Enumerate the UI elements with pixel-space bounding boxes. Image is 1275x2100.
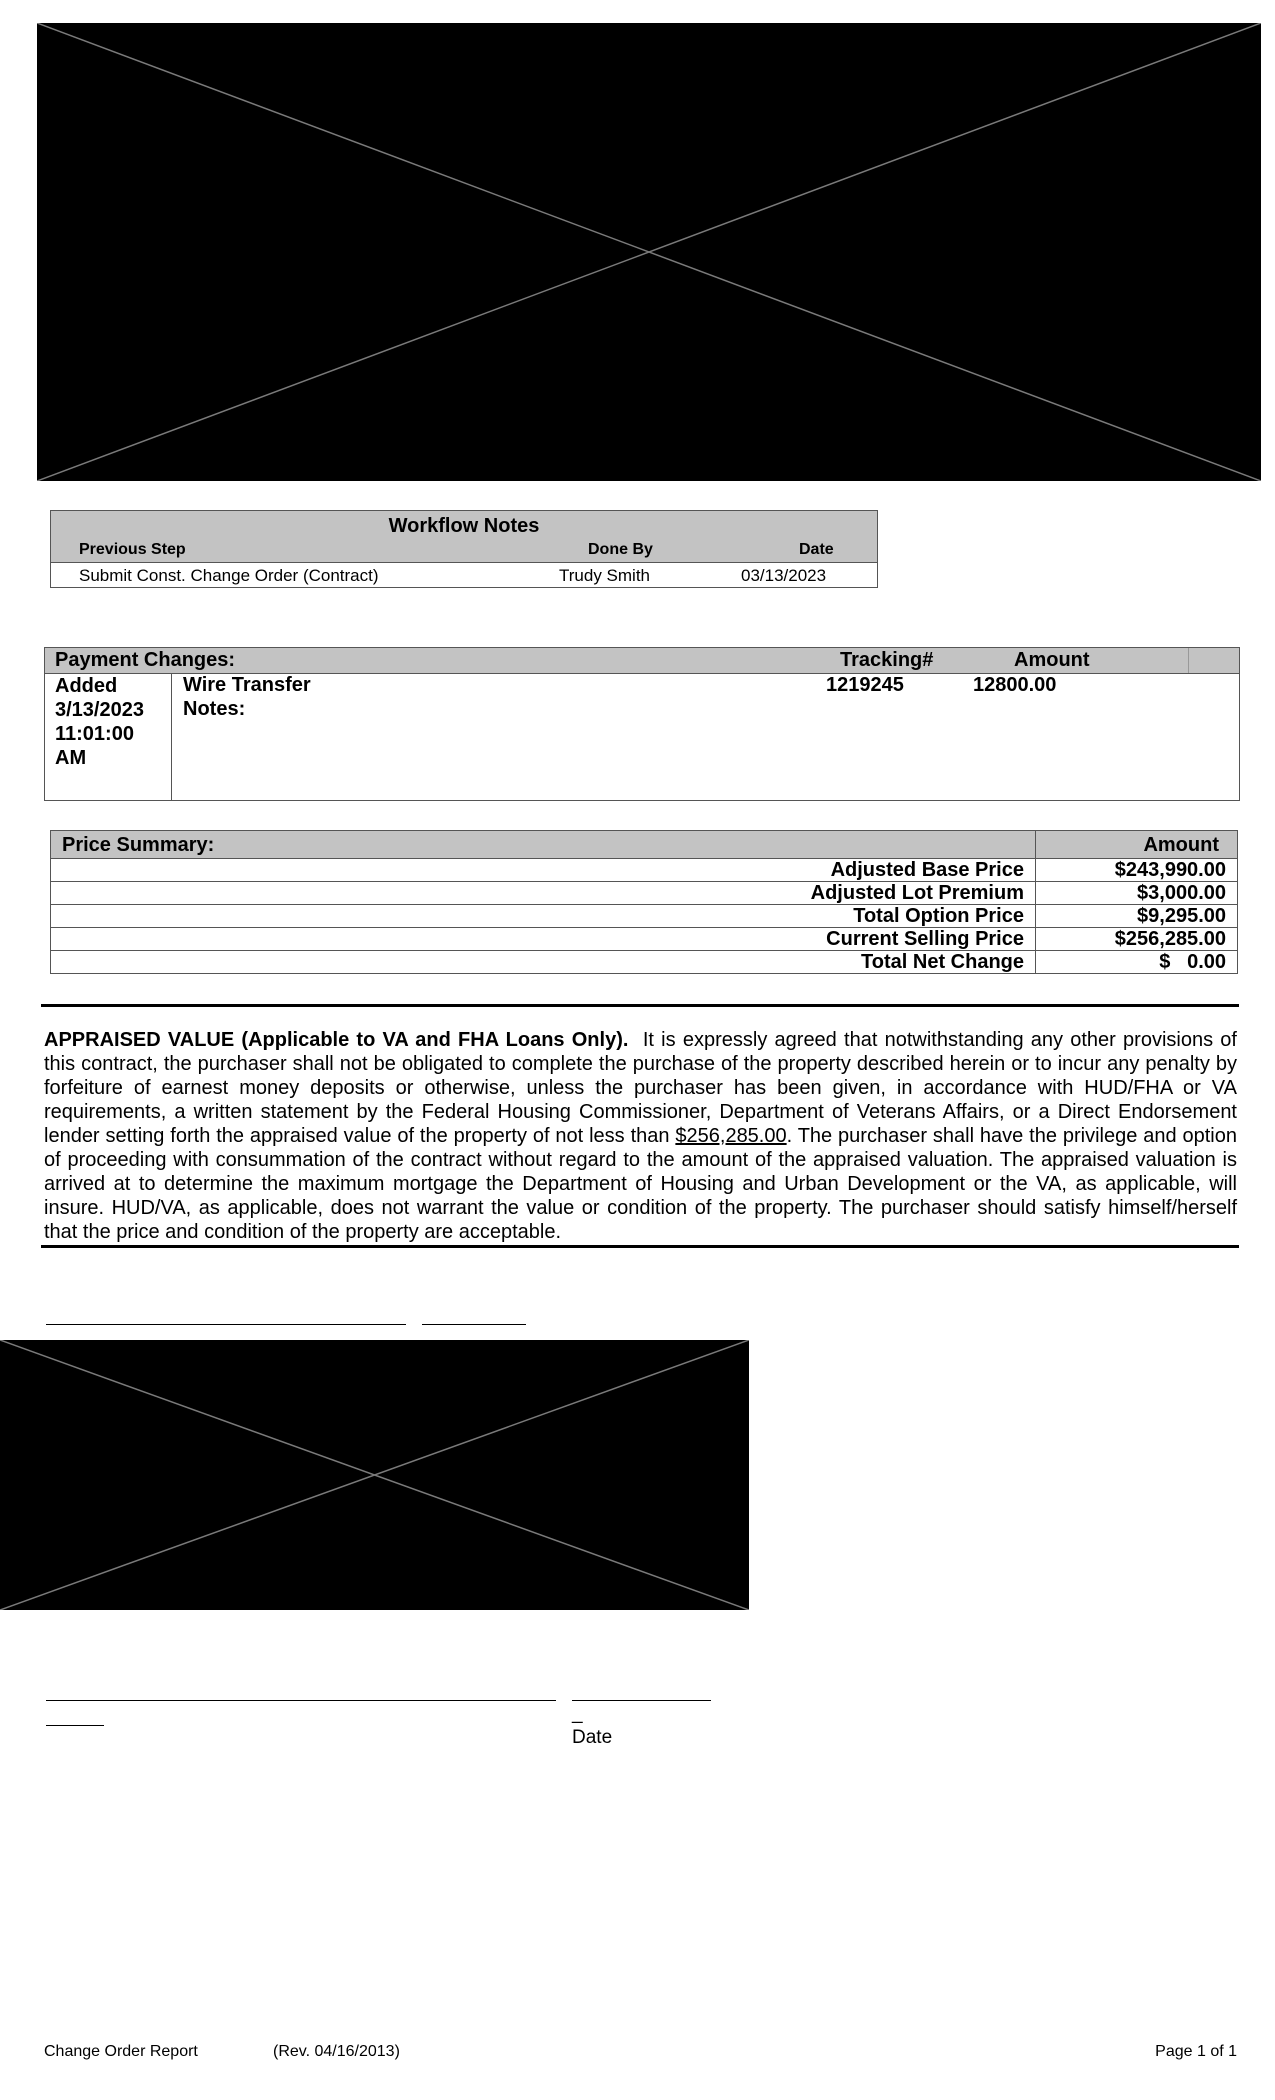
- amount-header: Amount: [1014, 649, 1090, 671]
- table-row: [51, 882, 1238, 905]
- column-previous-step: Previous Step: [79, 541, 186, 558]
- redacted-signature-image: [0, 1340, 749, 1610]
- date-cell: 03/13/2023: [741, 566, 827, 585]
- price-amount: $256,285.00: [1036, 928, 1238, 951]
- price-amount-header: Amount: [1036, 831, 1238, 859]
- price-label: Current Selling Price: [51, 928, 1036, 951]
- payment-changes-table: [44, 647, 1240, 801]
- signature-date-line: [422, 1324, 526, 1325]
- date-underscore: _: [572, 1703, 583, 1724]
- workflow-notes-header: [51, 511, 877, 563]
- table-row: [51, 951, 1238, 974]
- table-row: [51, 928, 1238, 951]
- price-summary-title: Price Summary:: [51, 831, 1036, 859]
- price-amount: $ 0.00: [1036, 951, 1238, 974]
- appraised-value-heading: APPRAISED VALUE (Applicable to VA and FHA Loans Only).: [44, 1029, 629, 1051]
- payment-entry-info: [45, 673, 172, 800]
- appraised-value-clause: [44, 1028, 1237, 1244]
- section-divider-top: [41, 1004, 1239, 1007]
- payment-amount: 12800.00: [973, 674, 1057, 696]
- table-row: [51, 859, 1238, 882]
- column-date: Date: [799, 541, 834, 558]
- done-by-cell: Trudy Smith: [559, 566, 651, 585]
- payment-status: Added: [55, 675, 118, 697]
- price-label: Total Net Change: [51, 951, 1036, 974]
- appraised-value-amount: $256,285.00: [675, 1125, 787, 1147]
- price-summary-table: [50, 830, 1238, 974]
- payment-tracking: 1219245: [826, 674, 904, 696]
- previous-step-cell: Submit Const. Change Order (Contract): [79, 566, 379, 585]
- price-label: Adjusted Base Price: [51, 859, 1036, 882]
- table-row: [51, 563, 877, 588]
- payment-changes-header: [45, 648, 1239, 674]
- section-divider-bottom: [41, 1245, 1239, 1248]
- payment-time: 11:01:00: [55, 723, 134, 745]
- payment-notes-label: Notes:: [183, 698, 246, 720]
- table-row: [51, 905, 1238, 928]
- signature-line: [46, 1700, 556, 1701]
- redacted-header-image: [37, 23, 1261, 481]
- price-amount: $9,295.00: [1036, 905, 1238, 928]
- price-label: Total Option Price: [51, 905, 1036, 928]
- payment-date: 3/13/2023: [55, 699, 144, 721]
- header-divider: [1188, 648, 1190, 673]
- column-done-by: Done By: [588, 541, 653, 558]
- price-amount: $243,990.00: [1036, 859, 1238, 882]
- footer-report-name: Change Order Report: [44, 2043, 198, 2060]
- payment-method: Wire Transfer: [183, 674, 311, 696]
- workflow-notes-table: [50, 510, 878, 588]
- price-amount: $3,000.00: [1036, 882, 1238, 905]
- payment-ampm: AM: [55, 747, 87, 769]
- workflow-notes-title: Workflow Notes: [388, 515, 540, 537]
- signature-date-line: [572, 1700, 711, 1701]
- appraised-value-text-before: It is expressly agreed that notwithstanding any other provisions of this contract, the purchaser shall not be obligated to complete the purchase of the property described herein or to incur any penalty by forfeiture of earnest money deposits or otherwise, unless the purchaser has been given, in accordance with HUD/FHA or VA requirements, a written statement by the Federal Housing Commissioner, Department of Veterans Affairs, or a Direct Endorsement lender setting forth the appraised value of the property of not less than: [44, 1029, 1237, 1147]
- footer-revision: (Rev. 04/16/2013): [273, 2043, 400, 2060]
- price-label: Adjusted Lot Premium: [51, 882, 1036, 905]
- footer-page-number: Page 1 of 1: [1155, 2043, 1237, 2060]
- tracking-header: Tracking#: [840, 649, 934, 671]
- price-summary-header: [51, 831, 1238, 859]
- signature-line-continued: [46, 1725, 104, 1726]
- appraised-value-text-after: . The purchaser shall have the privilege and option of proceeding with consummation of the contract without regard to the amount of the appraised valuation. The appraised valuation is arrived at to determine the maximum mortgage the Department of Housing and Urban Development or the VA, as applicable, will insure. HUD/VA, as applicable, does not warrant the value or condition of the property. The purchaser should satisfy himself/herself that the price and condition of the property are acceptable.: [44, 1125, 1237, 1243]
- payment-changes-title: Payment Changes:: [55, 649, 236, 671]
- signature-date-label: Date: [572, 1727, 613, 1748]
- signature-line: [46, 1324, 406, 1325]
